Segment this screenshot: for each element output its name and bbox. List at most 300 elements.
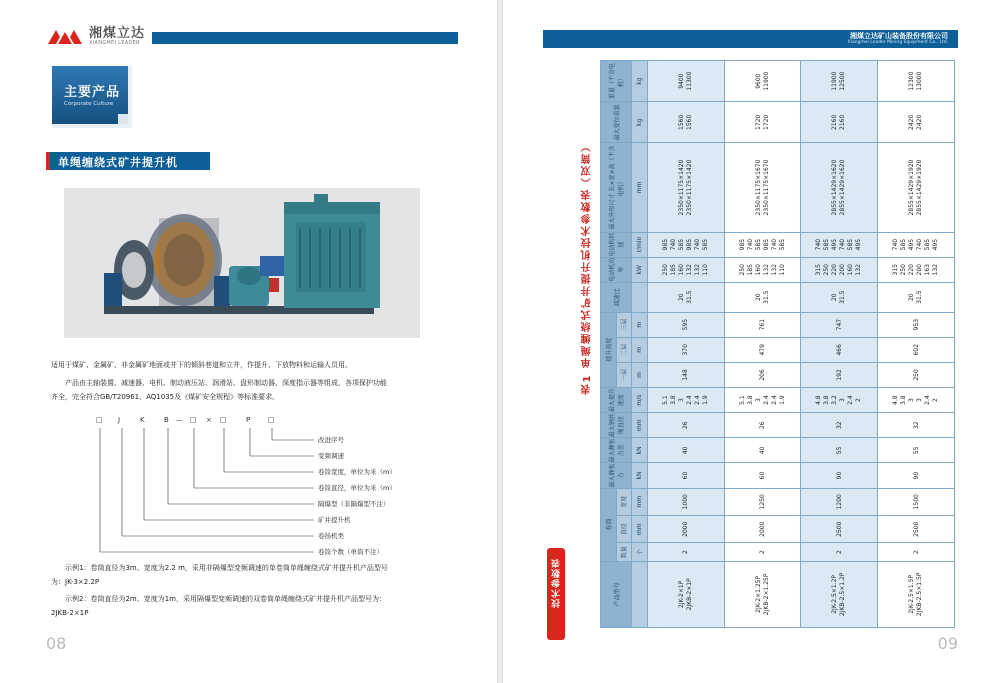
cell-value: 370 <box>682 344 690 356</box>
code-legend-item: 变频调速 <box>318 452 344 460</box>
cell-weight <box>878 61 955 102</box>
cell-line: 1720 <box>762 114 770 130</box>
cell-value: 206 <box>759 369 767 381</box>
cell-line: 315 <box>892 264 900 276</box>
unit-diameter: mm <box>632 516 648 543</box>
cell-powers <box>801 257 878 282</box>
cell-line: 3 <box>916 398 924 402</box>
cell-line: 740 <box>815 238 823 251</box>
code-char: □ <box>190 416 197 424</box>
cell-value: 1500 <box>912 494 920 510</box>
cell-line: 1560 <box>685 114 693 130</box>
section-subtitle: Corporate Culture <box>64 101 114 107</box>
cell-line: 2855×1429×1920 <box>908 159 916 216</box>
code-legend-item: 卷筒个数（单筒不注） <box>318 548 383 556</box>
th-lift-2: 二层 <box>616 337 632 362</box>
cell-rope <box>801 413 878 438</box>
code-char: P <box>246 416 251 424</box>
cell-line: 585 <box>677 238 685 251</box>
th-model: 产品型号 <box>601 561 632 627</box>
company-name-cn: 湘煤立达 <box>89 26 146 41</box>
cell-line: 3 <box>754 398 762 402</box>
cell-line: 985 <box>661 238 669 251</box>
cell-line: 2JKB-2.5×1.2P <box>839 572 847 617</box>
cell-weight <box>801 61 878 102</box>
cell-line: 2350×1175×1420 <box>677 159 685 216</box>
unit-weight: kg <box>632 61 648 102</box>
cell-line: 9600 <box>754 73 762 89</box>
spec-table <box>600 60 955 628</box>
cell-rpms <box>647 232 724 257</box>
cell-model <box>801 561 878 627</box>
cell-line: 2350×1175×1670 <box>754 159 762 216</box>
cell-line: 2350×1175×1670 <box>762 159 770 216</box>
cell-line: 2160 <box>831 114 839 130</box>
th-drum: 卷筒 <box>601 488 617 561</box>
cell-model <box>878 561 955 627</box>
cell-diameter <box>647 516 724 543</box>
th-tension: 最大静张力 <box>601 463 632 488</box>
cell-line: 740 <box>669 238 677 251</box>
cell-line: 31.5 <box>762 290 770 304</box>
cell-lift-3 <box>724 312 801 337</box>
cell-line: 200 <box>839 264 847 276</box>
logo-mark-icon <box>46 28 84 46</box>
cell-line: 495 <box>908 238 916 251</box>
cell-value: 192 <box>835 369 843 381</box>
cell-line: 2JK-2.5×1.5P <box>908 574 916 614</box>
cell-line: 1.9 <box>778 395 786 405</box>
cell-speeds <box>801 388 878 413</box>
cell-line: 31.5 <box>839 290 847 304</box>
code-char: — <box>176 416 183 424</box>
code-char: □ <box>268 416 275 424</box>
cell-value: 1200 <box>835 494 843 510</box>
cell-line: 740 <box>770 238 778 251</box>
spec-table-container <box>600 60 955 628</box>
cell-line: 3.8 <box>746 395 754 405</box>
cell-line: 2JKB-2.5×1.5P <box>916 572 924 617</box>
cell-line: 110 <box>778 264 786 276</box>
cell-line: 31.5 <box>916 290 924 304</box>
cell-line: 3.8 <box>900 395 908 405</box>
example1-line1: 示例1：卷筒直径为3m、宽度为2.2 m，采用非隔爆型变频调速的单卷筒单绳缠绕式矿井提升机产品型号 <box>65 564 388 572</box>
cell-width <box>724 488 801 515</box>
cell-line: 2JK-2×1P <box>677 580 685 609</box>
table-row <box>801 61 878 628</box>
cell-speeds <box>878 388 955 413</box>
cell-value: 26 <box>759 421 767 430</box>
th-count: 数量 <box>616 543 632 561</box>
cell-line: 1.9 <box>701 395 709 405</box>
cell-value: 55 <box>912 446 920 455</box>
cell-line: 2 <box>855 398 863 402</box>
company-full-name-en: Xiangmei Leader Mining Equipment Co., Ltd. <box>847 40 948 45</box>
intro-paragraph: 适用于煤矿、金属矿、非金属矿地面或井下的倾斜巷道和立井，作提升、下放物料和运输人员用。 <box>51 361 352 369</box>
cell-value: 90 <box>912 471 920 480</box>
cell-line: 740 <box>746 238 754 251</box>
cell-count <box>801 543 878 561</box>
cell-diameter <box>878 516 955 543</box>
cell-line: 220 <box>831 264 839 276</box>
cell-line: 250 <box>661 264 669 276</box>
cell-value: 40 <box>759 446 767 455</box>
unit-count: 个 <box>632 543 648 561</box>
th-diff: 最大静张力差 <box>601 438 632 463</box>
header-bar <box>152 32 458 44</box>
cell-line: 160 <box>754 264 762 276</box>
cell-lift-3 <box>647 312 724 337</box>
cell-outline <box>724 143 801 232</box>
cell-width <box>647 488 724 515</box>
unit-lift-2: m <box>632 337 648 362</box>
cell-line: 985 <box>685 238 693 251</box>
code-char: J <box>118 416 121 424</box>
cell-line: 2160 <box>839 114 847 130</box>
side-tab-label: 技术参数表 <box>552 558 562 608</box>
cell-line: 2.4 <box>924 395 932 405</box>
cell-line: 2JK-2.5×1.2P <box>831 574 839 614</box>
cell-rotating <box>878 102 955 143</box>
code-legend-item: 卷筒直径，单位为米（m） <box>318 484 396 492</box>
code-legend-item: 卷扬机类 <box>318 532 344 540</box>
code-legend-item: 隔爆型（非隔爆型不注） <box>318 500 390 508</box>
unit-rpm: r/min <box>632 232 648 257</box>
cell-line: 2.4 <box>693 395 701 405</box>
th-power: 电动机功率 <box>601 257 632 282</box>
cell-line: 31.5 <box>685 290 693 304</box>
cell-value: 40 <box>682 446 690 455</box>
cell-count <box>647 543 724 561</box>
cell-diameter <box>801 516 878 543</box>
cell-value: 32 <box>912 421 920 430</box>
unit-power: kW <box>632 257 648 282</box>
cell-line: 3.8 <box>669 395 677 405</box>
cell-line: 132 <box>770 264 778 276</box>
cell-lift-2 <box>801 337 878 362</box>
cell-line: 985 <box>738 238 746 251</box>
cell-outline <box>647 143 724 232</box>
code-char: B <box>164 416 169 424</box>
unit-speed: m/s <box>632 388 648 413</box>
cell-diff <box>878 438 955 463</box>
cell-line: 3 <box>908 398 916 402</box>
cell-line: 4.8 <box>815 395 823 405</box>
cell-line: 250 <box>738 264 746 276</box>
cell-line: 12300 <box>908 71 916 91</box>
cell-weight <box>647 61 724 102</box>
th-weight: 重量（不含电机） <box>601 61 632 102</box>
cell-lift-1 <box>724 362 801 387</box>
cell-value: 60 <box>682 471 690 480</box>
company-full-name-cn: 湘煤立达矿山装备股份有限公司 <box>850 32 948 40</box>
unit-lift-3: m <box>632 312 648 337</box>
cell-value: 2 <box>835 550 843 554</box>
cell-line: 585 <box>900 238 908 251</box>
cell-line: 11900 <box>831 71 839 91</box>
cell-value: 2 <box>682 550 690 554</box>
cell-lift-1 <box>647 362 724 387</box>
cell-line: 585 <box>778 238 786 251</box>
company-name-en: XIANGMEI LEADER <box>89 40 140 46</box>
cell-line: 185 <box>746 264 754 276</box>
cell-value: 602 <box>912 344 920 356</box>
cell-outline <box>801 143 878 232</box>
cell-powers <box>647 257 724 282</box>
cell-model <box>724 561 801 627</box>
cell-line: 2855×1429×1620 <box>831 159 839 216</box>
left-page <box>0 0 497 683</box>
cell-line: 2350×1175×1420 <box>685 159 693 216</box>
cell-line: 740 <box>892 238 900 251</box>
cell-line: 13000 <box>916 71 924 91</box>
cell-value: 595 <box>682 318 690 331</box>
cell-ratio <box>801 282 878 312</box>
cell-ratio <box>647 282 724 312</box>
header-bar <box>543 30 958 48</box>
code-char: × <box>206 416 212 424</box>
unit-diff: kN <box>632 438 648 463</box>
cell-line: 2JKB-2×1.25P <box>762 573 770 616</box>
model-code-diagram <box>90 416 420 556</box>
page-number-left: 08 <box>46 634 67 653</box>
code-legend-item: 矿井提升机 <box>318 516 351 524</box>
th-lift-3: 三层 <box>616 312 632 337</box>
cell-lift-1 <box>801 362 878 387</box>
code-char: □ <box>220 416 227 424</box>
unit-lift-1: m <box>632 362 648 387</box>
side-tab <box>547 548 565 640</box>
cell-line: 11300 <box>685 71 693 91</box>
cell-line: 5.1 <box>738 395 746 405</box>
section-badge <box>52 66 132 128</box>
cell-powers <box>878 257 955 282</box>
cell-line: 2855×1429×1920 <box>916 159 924 216</box>
th-lift-1: 一层 <box>616 362 632 387</box>
cell-diameter <box>724 516 801 543</box>
cell-line: 585 <box>701 238 709 251</box>
cell-line: 1560 <box>677 114 685 130</box>
cell-value: 479 <box>759 344 767 356</box>
cell-line: 3.8 <box>823 395 831 405</box>
th-rope: 最大钢丝绳直径 <box>601 413 632 438</box>
cell-rpms <box>724 232 801 257</box>
product-photo <box>64 188 420 338</box>
example2-line2: 2JKB-2×1P <box>51 609 89 617</box>
cell-line: 585 <box>823 238 831 251</box>
th-diameter: 直径 <box>616 516 632 543</box>
cell-value: 90 <box>835 471 843 480</box>
cell-line: 585 <box>924 238 932 251</box>
cell-value: 466 <box>835 344 843 356</box>
th-ratio: 减速比 <box>601 282 632 312</box>
cell-line: 740 <box>839 238 847 251</box>
cell-diff <box>801 438 878 463</box>
cell-line: 740 <box>693 238 701 251</box>
th-rpm: 电动机转速 <box>601 232 632 257</box>
cell-line: 132 <box>762 264 770 276</box>
cell-line: 132 <box>855 264 863 276</box>
unit-width: mm <box>632 488 648 515</box>
cell-line: 132 <box>932 264 940 276</box>
cell-value: 761 <box>759 318 767 331</box>
cell-speeds <box>724 388 801 413</box>
cell-line: 110 <box>701 264 709 276</box>
cell-rotating <box>647 102 724 143</box>
cell-value: 2500 <box>912 521 920 537</box>
cell-line: 5.1 <box>661 395 669 405</box>
cell-line: 132 <box>693 264 701 276</box>
cell-rope <box>647 413 724 438</box>
product-title-bar <box>50 152 210 170</box>
cell-line: 185 <box>669 264 677 276</box>
cell-line: 163 <box>924 264 932 276</box>
cell-value: 953 <box>912 318 920 331</box>
cell-line: 220 <box>908 264 916 276</box>
cell-line: 3.2 <box>831 395 839 405</box>
cell-lift-2 <box>878 337 955 362</box>
unit-outline: mm <box>632 143 648 232</box>
page-number-right: 09 <box>937 634 958 653</box>
cell-line: 2 <box>932 398 940 402</box>
th-lift: 提升高度 <box>601 312 617 387</box>
cell-tension <box>878 463 955 488</box>
cell-line: 2JK-2×1.25P <box>754 575 762 613</box>
cell-tension <box>647 463 724 488</box>
cell-line: 2JKB-2×1P <box>685 578 693 611</box>
cell-ratio <box>878 282 955 312</box>
cell-lift-2 <box>724 337 801 362</box>
table-row <box>647 61 724 628</box>
cell-line: 250 <box>900 264 908 276</box>
table-title: 表1 单绳缠绕式矿井提升机技术参数表（双筒） <box>582 140 593 395</box>
section-title: 主要产品 <box>64 85 121 100</box>
cell-value: 2000 <box>759 521 767 537</box>
product-title: 单绳缠绕式矿井提升机 <box>58 156 178 169</box>
cell-lift-3 <box>801 312 878 337</box>
cell-line: 985 <box>762 238 770 251</box>
cell-diff <box>647 438 724 463</box>
cell-model <box>647 561 724 627</box>
cell-line: 2.4 <box>685 395 693 405</box>
company-logo <box>46 27 145 46</box>
cell-weight <box>724 61 801 102</box>
cell-tension <box>724 463 801 488</box>
cell-value: 2 <box>759 550 767 554</box>
cell-value: 148 <box>682 369 690 381</box>
cell-line: 2420 <box>908 114 916 130</box>
cell-lift-2 <box>647 337 724 362</box>
cell-rope <box>724 413 801 438</box>
cell-count <box>724 543 801 561</box>
example1-line2: 为：JK-3×2.2P <box>51 578 100 586</box>
cell-lift-1 <box>878 362 955 387</box>
cell-value: 2 <box>912 550 920 554</box>
cell-value: 1250 <box>759 494 767 510</box>
cell-line: 495 <box>831 238 839 251</box>
cell-ratio <box>724 282 801 312</box>
cell-line: 200 <box>916 264 924 276</box>
table-row <box>878 61 955 628</box>
th-width: 宽度 <box>616 488 632 515</box>
cell-rotating <box>724 102 801 143</box>
cell-line: 20 <box>754 293 762 302</box>
cell-value: 26 <box>682 421 690 430</box>
unit-rope: mm <box>632 413 648 438</box>
cell-width <box>801 488 878 515</box>
cell-value: 747 <box>835 318 843 331</box>
cell-line: 2.4 <box>770 395 778 405</box>
cell-powers <box>724 257 801 282</box>
cell-line: 3 <box>677 398 685 402</box>
cell-line: 585 <box>847 238 855 251</box>
cell-rotating <box>801 102 878 143</box>
components-line1: 产品由主轴装置、减速器、电机、制动液压站、润滑站、盘形制动器、深度指示器等组成，各项保护功能 <box>65 379 387 387</box>
table-row <box>724 61 801 628</box>
cell-line: 2420 <box>916 114 924 130</box>
cell-rope <box>878 413 955 438</box>
cell-lift-3 <box>878 312 955 337</box>
unit-tension: kN <box>632 463 648 488</box>
cell-line: 4.8 <box>892 395 900 405</box>
cell-line: 20 <box>831 293 839 302</box>
cell-value: 1000 <box>682 494 690 510</box>
th-rotating: 最大变位重量 <box>601 102 632 143</box>
cell-line: 20 <box>677 293 685 302</box>
cell-value: 55 <box>835 446 843 455</box>
code-char: □ <box>96 416 103 424</box>
cell-speeds <box>647 388 724 413</box>
cell-line: 9400 <box>677 73 685 89</box>
th-speed: 最大提升速度 <box>601 388 632 413</box>
cell-line: 11900 <box>762 71 770 91</box>
right-page <box>503 0 1000 683</box>
cell-value: 2500 <box>835 521 843 537</box>
cell-line: 250 <box>823 264 831 276</box>
cell-rpms <box>801 232 878 257</box>
cell-line: 132 <box>685 264 693 276</box>
cell-rpms <box>878 232 955 257</box>
cell-line: 12500 <box>839 71 847 91</box>
cell-line: 3 <box>839 398 847 402</box>
th-outline: 最大外形尺寸 长×宽×高（不含电机） <box>601 143 632 232</box>
cell-value: 2000 <box>682 521 690 537</box>
cell-value: 60 <box>759 471 767 480</box>
cell-line: 20 <box>908 293 916 302</box>
cell-line: 160 <box>847 264 855 276</box>
code-legend-item: 改进序号 <box>318 436 344 444</box>
cell-line: 495 <box>932 238 940 251</box>
cell-line: 2855×1429×1620 <box>839 159 847 216</box>
code-legend-item: 卷筒宽度，单位为米（m） <box>318 468 396 476</box>
cell-count <box>878 543 955 561</box>
cell-width <box>878 488 955 515</box>
cell-line: 740 <box>916 238 924 251</box>
components-line2: 齐全，完全符合GB/T20961、AQ1035及《煤矿安全规程》等标准要求。 <box>51 393 280 401</box>
cell-line: 495 <box>855 238 863 251</box>
cell-tension <box>801 463 878 488</box>
cell-line: 2.4 <box>762 395 770 405</box>
cell-outline <box>878 143 955 232</box>
cell-line: 1720 <box>754 114 762 130</box>
cell-line: 315 <box>815 264 823 276</box>
cell-line: 2.4 <box>847 395 855 405</box>
example2-line1: 示例2：卷筒直径为2m、宽度为1m，采用隔爆型变频调速的双卷筒单绳缠绕式矿井提升机产品型号为： <box>65 595 386 603</box>
unit-rotating: kg <box>632 102 648 143</box>
cell-diff <box>724 438 801 463</box>
cell-value: 32 <box>835 421 843 430</box>
cell-line: 160 <box>677 264 685 276</box>
